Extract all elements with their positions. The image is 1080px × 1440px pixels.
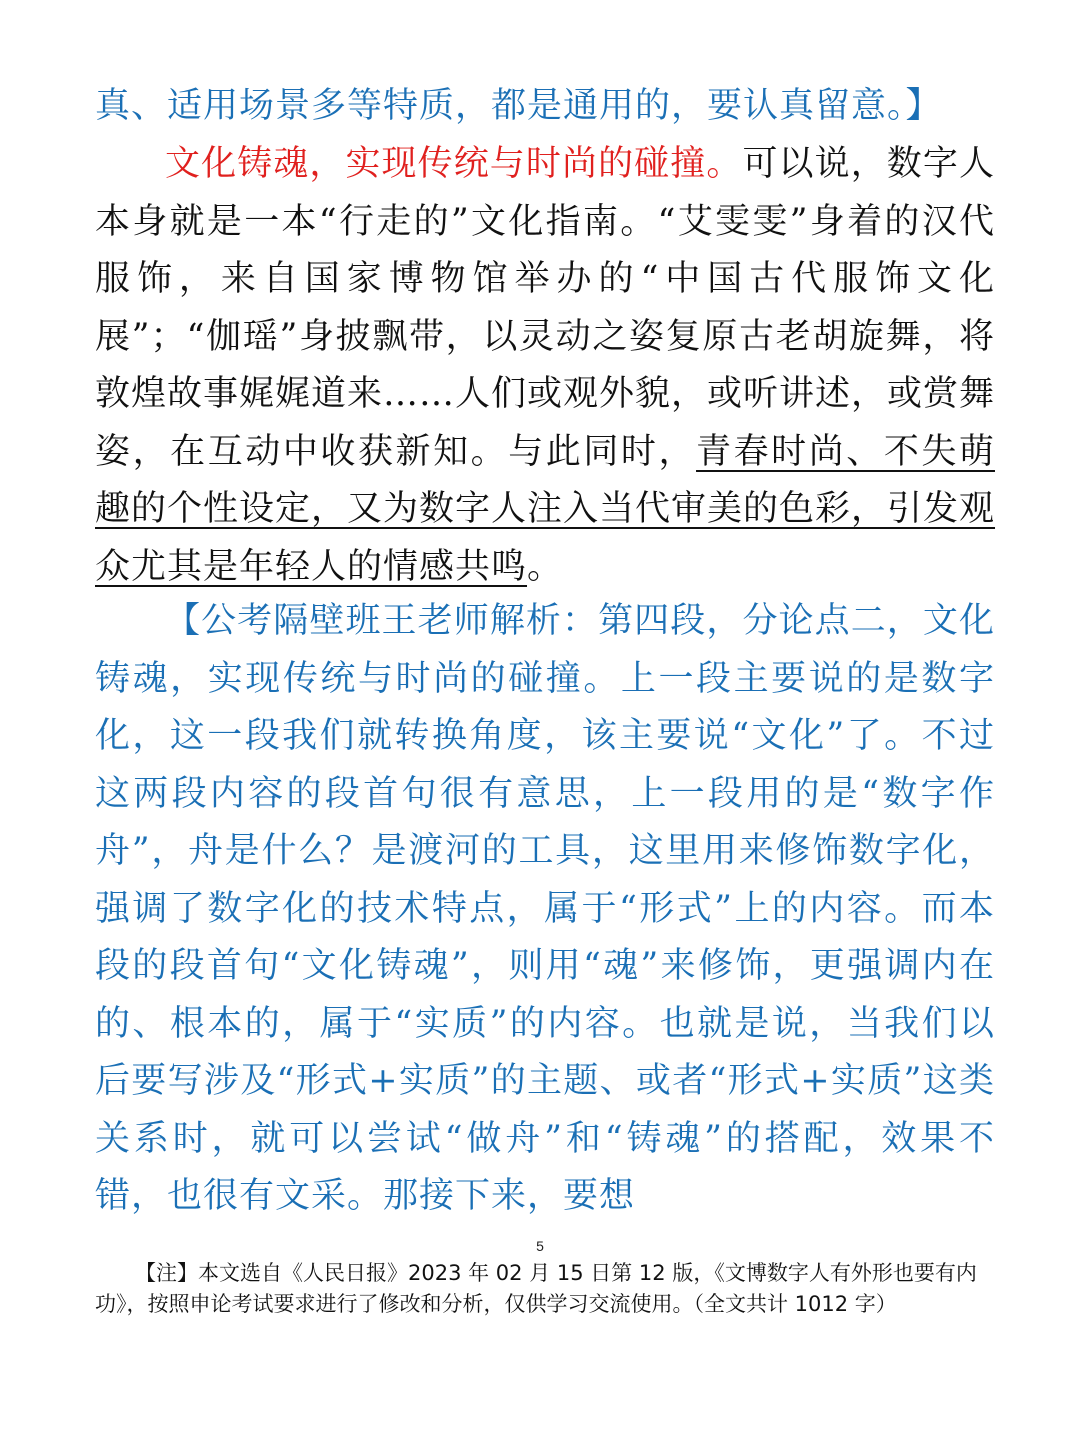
analysis-paragraph-end: 真、适用场景多等特质，都是通用的，要认真留意。】 xyxy=(95,86,942,126)
body-text: 可以说，数字人本身就是一本“行走的”文化指南。“艾雯雯”身着的汉代服饰，来自国家博物馆举办的“中国古代服饰文化展”；“伽瑶”身披飘带，以灵动之姿复原古老胡旋舞，将敦煌故事娓娓道来……人们或观外貌，或听讲述，或赏舞姿，在互动中收获新知。与此同时， xyxy=(95,144,996,472)
body-text-end: 。 xyxy=(527,546,564,587)
section-heading: 文化铸魂，实现传统与时尚的碰撞。 xyxy=(165,144,743,184)
body-paragraph-culture xyxy=(95,136,995,596)
source-footnote: 【注】本文选自《人民日报》2023 年 02 月 15 日第 12 版，《文博数字人有外形也要有内功》，按照申论考试要求进行了修改和分析，仅供学习交流使用。（全文共计 1012 字） xyxy=(95,1261,977,1316)
page-number: 5 xyxy=(536,1238,544,1254)
analysis-paragraph: 【公考隔壁班王老师解析：第四段，分论点二，文化铸魂，实现传统与时尚的碰撞。上一段主要说的是数字化，这一段我们就转换角度，该主要说“文化”了。不过这两段内容的段首句很有意思，上一段用的是“数字作舟”，舟是什么？是渡河的工具，这里用来修饰数字化，强调了数字化的技术特点，属于“形式”上的内容。而本段的段首句“文化铸魂”，则用“魂”来修饰，更强调内在的、根本的，属于“实质”的内容。也就是说，当我们以后要写涉及“形式+实质”的主题、或者“形式+实质”这类关系时，就可以尝试“做舟”和“铸魂”的搭配，效果不错，也很有文采。那接下来，要想 xyxy=(95,601,995,1216)
underlined-key-sentence: 青春时尚、不失萌趣的个性设定，又为数字人注入当代审美的色彩，引发观众尤其是年轻人的情感共鸣 xyxy=(95,431,996,587)
